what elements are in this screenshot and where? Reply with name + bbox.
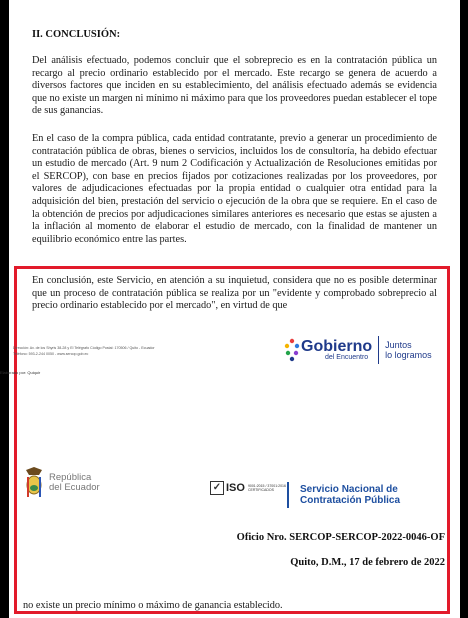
sercop-divider [287,482,289,508]
republica-logo [23,466,100,500]
paragraph-conclusion: En conclusión, este Servicio, en atención a su inquietud, considera que no es posible determinar que un proceso de contratación pública se realiza por un "evidente y comprobado sobreprecio al precio ordinario establecido por el mercado", en virtud de que [32,275,437,312]
footer-address-line: Dirección: Av. de los Shyris 38-28 y El Telégrafo Código Postal: 170506 / Quito - Ecuador [13,346,155,350]
iso-label: ISO [226,482,245,494]
continuation-line: no existe un precio mínimo o máximo de ganancia establecido. [23,600,283,611]
coat-of-arms-icon [23,466,45,500]
iso-certs: 9001:2015 / 37001:2016 [247,484,286,488]
gobierno-tagline-1: Juntos [385,340,412,350]
gobierno-logo [283,336,432,364]
oficio-number: Oficio Nro. SERCOP-SERCOP-2022-0046-OF [236,532,445,543]
side-note: Elaborado por: Quiquir [0,370,41,375]
sercop-line2: Contratación Pública [300,495,401,506]
checkmark-icon: ✓ [210,481,224,495]
iso-badge [210,481,286,495]
sercop-logo [300,484,400,506]
iso-sub: CERTIFICADOS [247,488,274,492]
gobierno-sub: del Encuentro [325,354,369,361]
footer-address [13,345,263,357]
sercop-line1: Servicio Nacional de [300,484,398,495]
section-heading: II. CONCLUSIÓN: [32,29,121,40]
paragraph-public-procurement: En el caso de la compra pública, cada entidad contratante, previo a generar un procedimiento de contratación pública de obras, bienes o servicios, incluidos los de consultoría, ha debido efectuar un estudio de mercado (Art. 9 num 2 Codificación y Actualización de Resoluciones emitidas por el SERCOP), con base en precios fijados por cotizaciones realizadas por los proveedores, por valores de adjudicaciones efectuadas por la propia entidad o cualquier otra entidad para la adquisición del bien, prestación del servicio o ejecución de la obra que se requiere. En el caso de la obtención de precios por adjudicaciones similares anteriores es necesario que estas se ajusten a la inflación al momento de elaborar el estudio de mercado, con la finalidad de mantener un equilibrio económico entre las partes. [32,133,437,245]
gobierno-tagline-2: lo logramos [385,350,432,360]
paragraph-analysis: Del análisis efectuado, podemos concluir que el sobreprecio es en la contratación pública un recargo al precio ordinario establecido por el mercado. Este recargo se genera de acuerdo a diversos factores que inciden en su establecimiento, del análisis efectuado además se evidencia que no existe un margen ni mínimo ni máximo para que los proveedores puedan establecer el tope de sus ganancias. [32,55,437,117]
republica-line1: República [49,472,92,483]
gobierno-emblem-icon [283,338,301,362]
republica-line2: del Ecuador [49,482,100,493]
document-date: Quito, D.M., 17 de febrero de 2022 [290,557,445,568]
footer-phone-line: Teléfono: 593-2-244 0050 - www.sercop.gob.ec [13,352,89,356]
gobierno-divider [378,336,379,364]
gobierno-wordmark: Gobierno [301,338,373,355]
